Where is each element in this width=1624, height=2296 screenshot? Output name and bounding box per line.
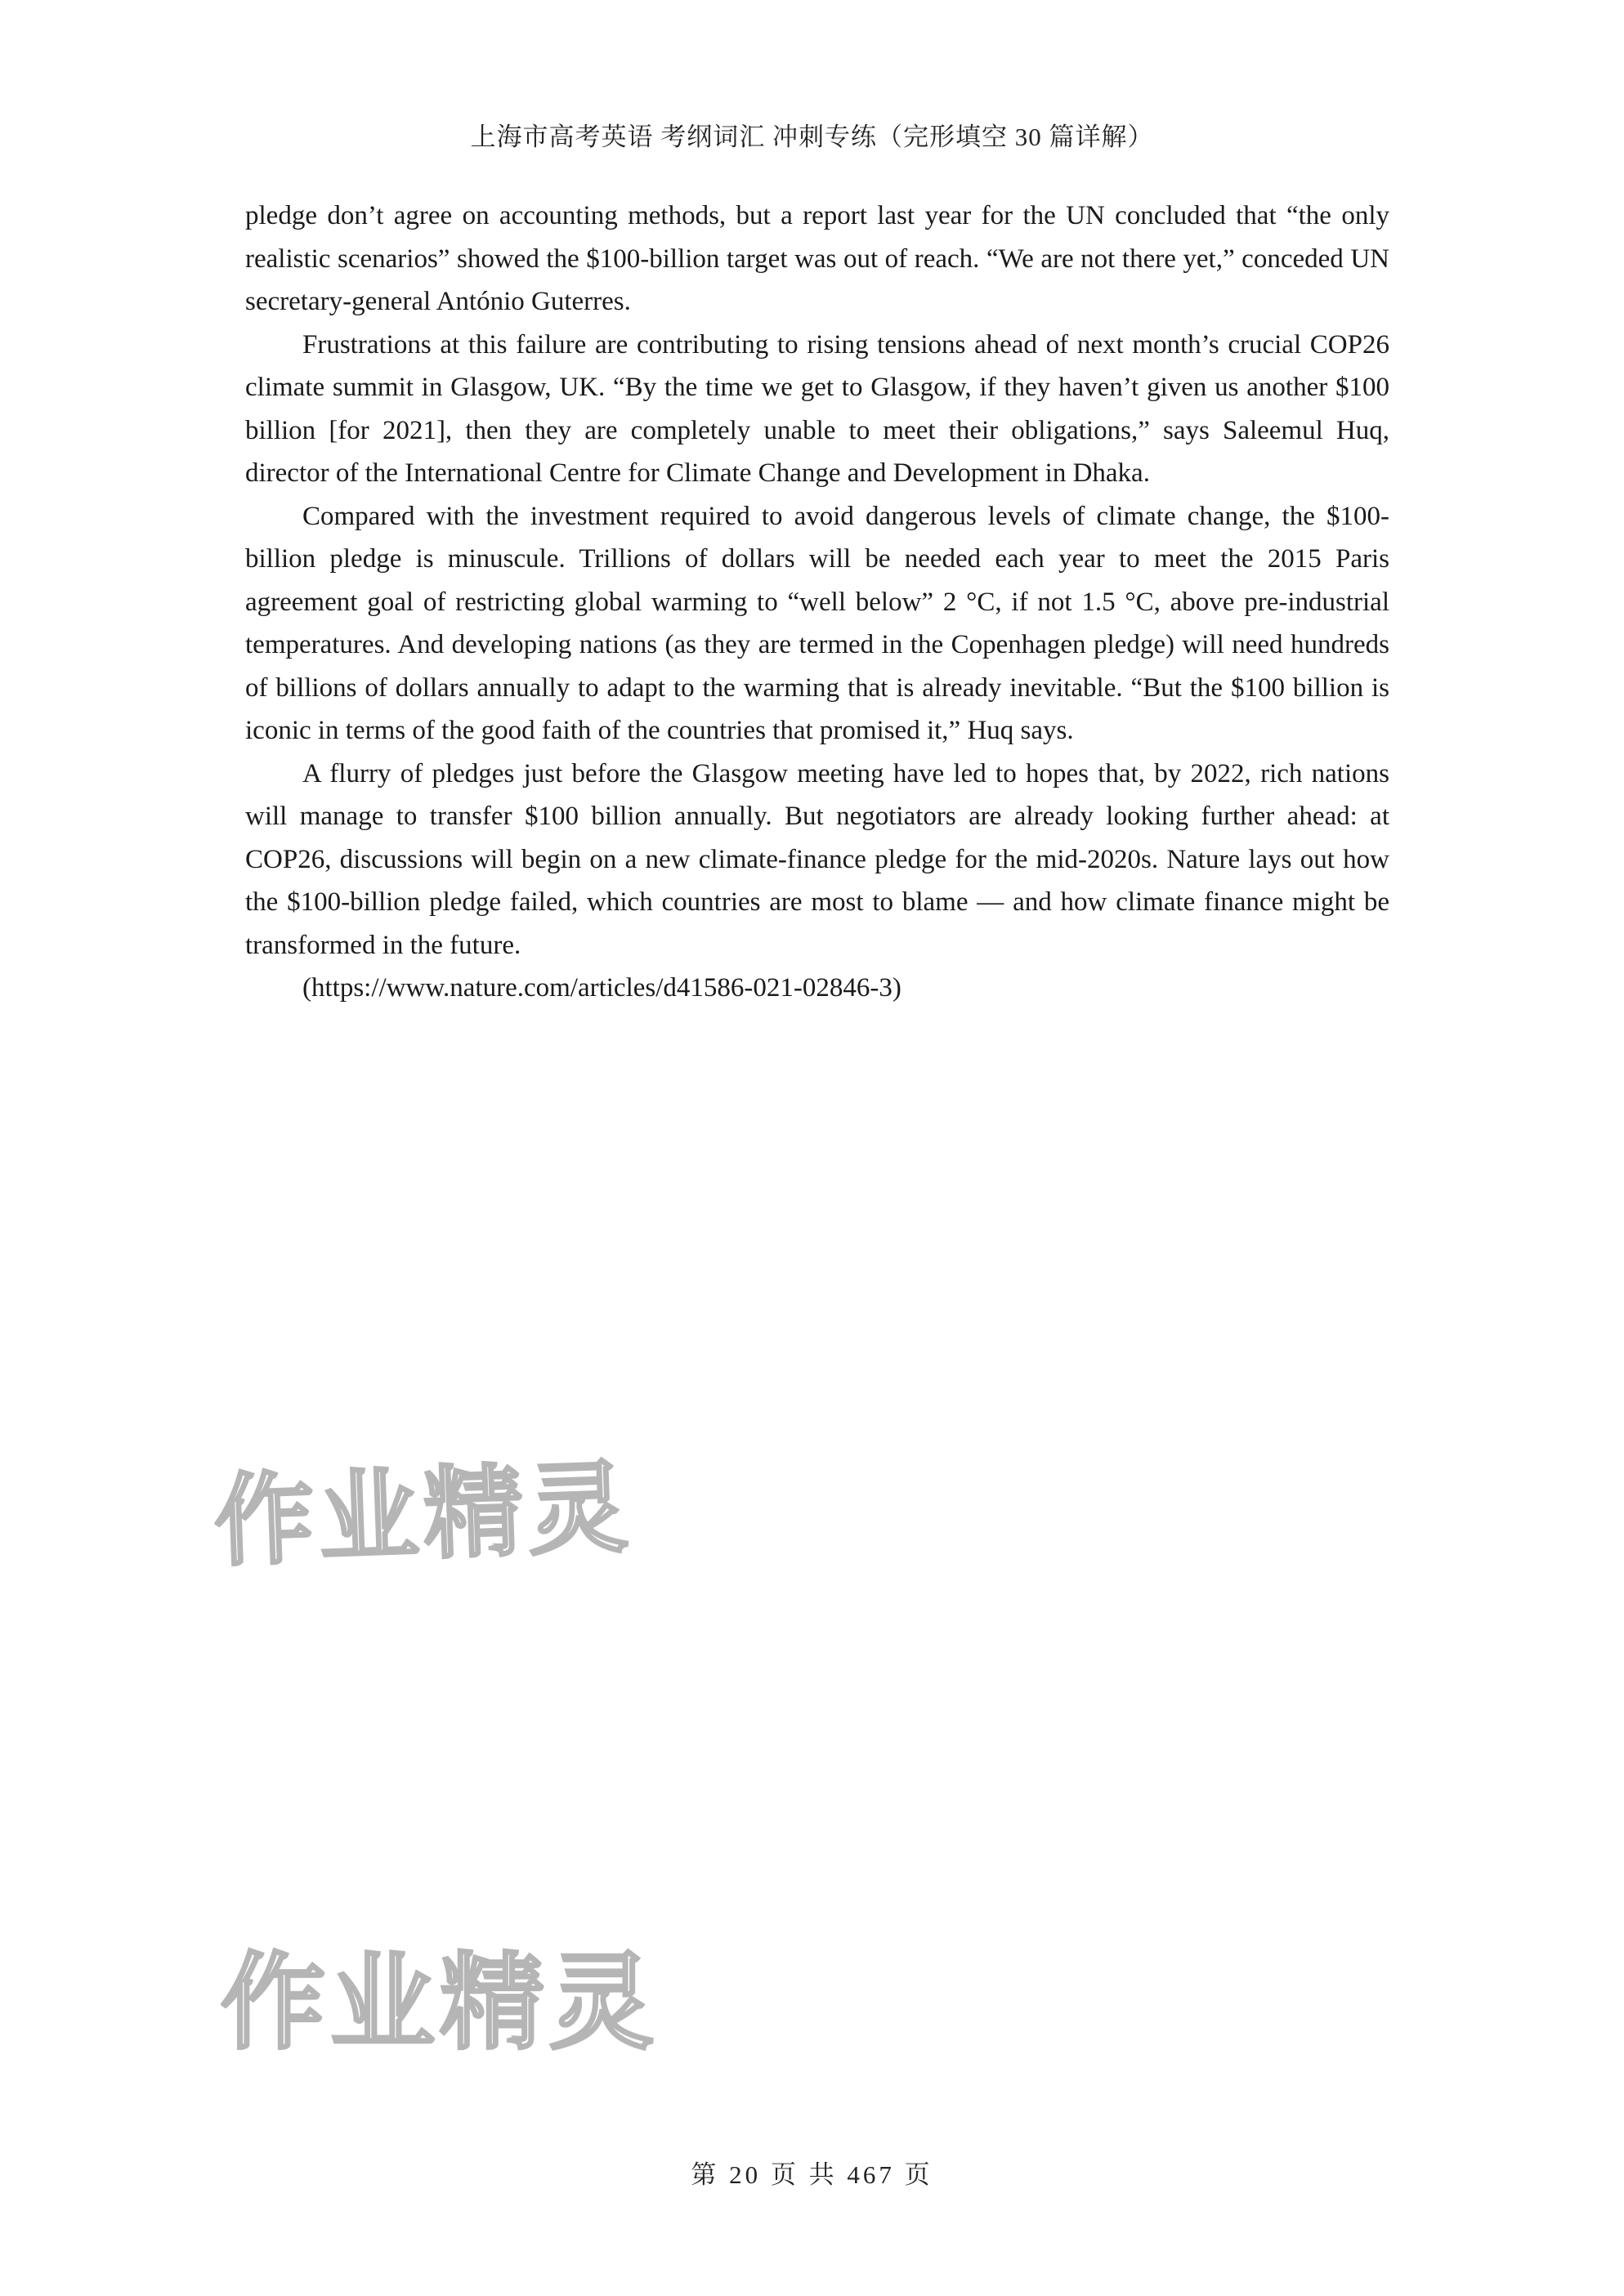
svg-text:作业精灵: 作业精灵 bbox=[221, 1942, 660, 2064]
source-link: (https://www.nature.com/articles/d41586-021-02846-3) bbox=[302, 973, 901, 1003]
watermark-logo bbox=[221, 1936, 678, 2067]
paragraph-4: A flurry of pledges just before the Glasgow meeting have led to hopes that, by 2022, rich nations will manage to transfer $100 billion annually. But negotiators are already looking further ahead: at COP26, discussions will begin on a new climate-finance pledge for the mid-2020s. Nature lays out how the $100-billion pledge failed, which countries are most to blame — and how climate finance might be transformed in the future. bbox=[245, 758, 1389, 960]
paragraph-3: Compared with the investment required to avoid dangerous levels of climate change, the $100-billion pledge is minuscule. Trillions of dollars will be needed each year to meet the 2015 Paris agreement goal of restricting global warming to “well below” 2 °C, if not 1.5 °C, above pre-industrial temperatures. And developing nations (as they are termed in the Copenhagen pledge) will need hundreds of billions of dollars annually to adapt to the warming that is already inevitable. “But the $100 billion is iconic in terms of the good faith of the countries that promised it,” Huq says. bbox=[245, 501, 1389, 745]
watermark-logo bbox=[212, 1438, 673, 1584]
article-body bbox=[245, 194, 1389, 1010]
page-number: 第 20 页 共 467 页 bbox=[691, 2160, 933, 2189]
paragraph-2: Frustrations at this failure are contributing to rising tensions ahead of next month’s crucial COP26 climate summit in Glasgow, UK. “By the time we get to Glasgow, if they haven’t given us another $100 billion [for 2021], then they are completely unable to meet their obligations,” says Saleemul Huq, director of the International Centre for Climate Change and Development in Dhaka. bbox=[245, 329, 1389, 488]
svg-text:作业精灵: 作业精灵 bbox=[212, 1449, 635, 1580]
page-header: 上海市高考英语 考纲词汇 冲刺专练（完形填空 30 篇详解） bbox=[470, 123, 1154, 151]
paragraph-1: pledge don’t agree on accounting methods, but a report last year for the UN concluded that “the only realistic scenarios” showed the $100-billion target was out of reach. “We are not there yet,” conceded UN secretary-general António Guterres. bbox=[245, 201, 1389, 316]
